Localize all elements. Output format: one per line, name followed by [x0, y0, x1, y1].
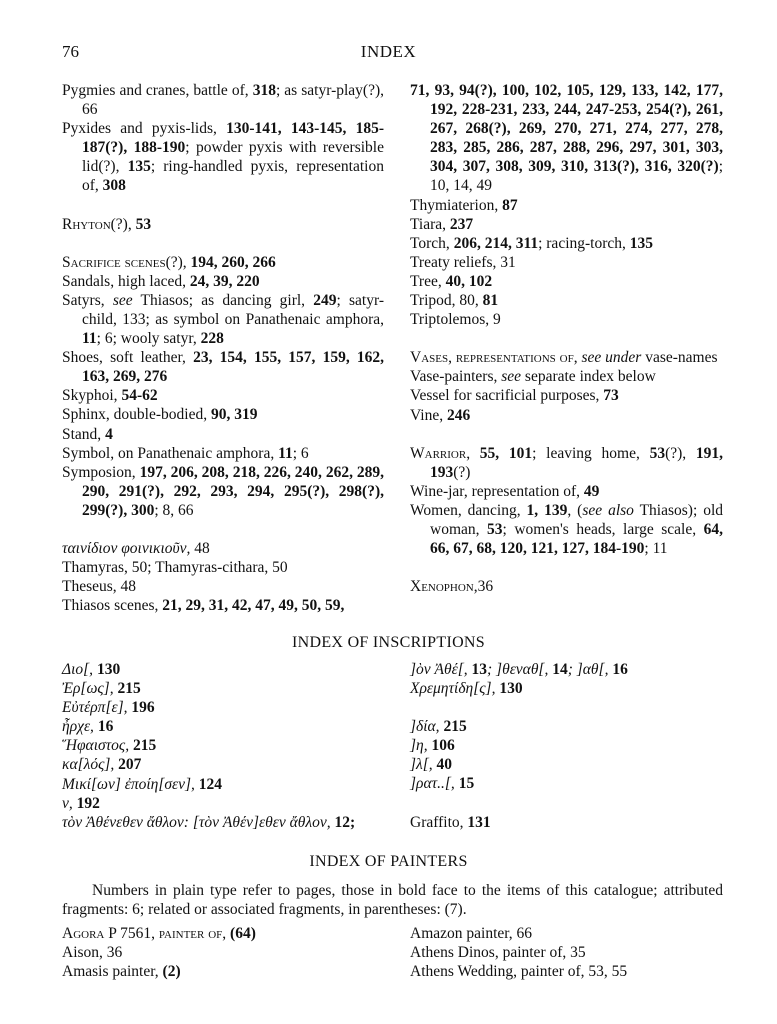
painters-left-column [62, 924, 384, 981]
index-entry [410, 253, 723, 272]
index-entry [410, 386, 723, 405]
index-entry [62, 215, 384, 234]
entry-heading: Women, dancing, [410, 501, 527, 519]
catalogue-number: 197, 206, 208, 218, 226, 240, 262, 289, 290, 291(?), 292, 293, 294, 295(?), 298(?), 299(?), 300 [82, 463, 385, 519]
inscription-entry [410, 813, 723, 832]
entry-heading: Warrior, [410, 444, 471, 462]
entry-heading: Torch, [410, 234, 454, 252]
index-entry [410, 501, 723, 558]
inscription-entry [410, 755, 723, 774]
entry-heading: Satyrs, [62, 291, 113, 309]
painter-entry [410, 924, 723, 943]
catalogue-number: 130 [499, 680, 523, 698]
index-entry [410, 406, 723, 425]
entry-heading: Thiasos scenes, [62, 597, 163, 615]
index-entry [410, 444, 723, 482]
catalogue-number: 124 [198, 775, 223, 793]
catalogue-number: 215 [117, 680, 141, 698]
entry-text: (?), [165, 253, 191, 271]
catalogue-number: 49 [583, 482, 600, 500]
entry-text: ; as satyr-play(?), 66 [82, 82, 384, 119]
catalogue-number: 135 [629, 234, 654, 252]
section-gap [410, 698, 723, 717]
index-entry [62, 463, 384, 520]
catalogue-number: 4 [105, 425, 113, 443]
inscription-text: ]ρατ..[, [410, 775, 459, 793]
inscription-text: Ἐρ[ως], [62, 680, 118, 698]
entry-heading: Tiara, [410, 215, 450, 233]
index-entry [410, 310, 723, 329]
inscription-text: Ἥφαιστος, [62, 737, 133, 755]
catalogue-number: 135 [127, 158, 151, 176]
inscription-text: ]λ[, [410, 756, 437, 774]
catalogue-number: 194, 260, 266 [190, 253, 276, 271]
index-entry [410, 367, 723, 386]
entry-heading: Vases, representations of, [410, 349, 578, 367]
inscription-entry [410, 736, 723, 755]
catalogue-number: 246 [446, 406, 471, 424]
italic-text: see also [582, 501, 634, 519]
index-entry [410, 348, 723, 367]
index-entry [410, 291, 723, 310]
entry-heading: Sphinx, double-bodied, [62, 406, 211, 424]
entry-text: 48 [194, 539, 210, 557]
entry-heading: Theseus, 48 [62, 578, 137, 596]
inscriptions-right-column [410, 660, 723, 832]
section-gap [410, 558, 723, 577]
inscription-text: ; ]θεναθ[, [487, 661, 553, 678]
entry-text: ; 6; wooly satyr, [96, 330, 201, 348]
index-entry [62, 272, 384, 291]
catalogue-number: 81 [482, 292, 499, 310]
entry-text: (?) [453, 463, 471, 481]
catalogue-number: 131 [467, 813, 491, 831]
catalogue-number: 40, 102 [445, 272, 493, 290]
painter-name: Athens Wedding, painter of, 53, 55 [410, 963, 628, 981]
entry-heading-greek: ταινίδιον φοινικιοῦν, [62, 539, 195, 557]
painter-entry [62, 962, 384, 981]
inscription-entry [410, 679, 723, 698]
inscription-entry [62, 813, 384, 832]
index-entry [62, 405, 384, 424]
catalogue-number: 16 [612, 661, 628, 678]
entry-text: ; 11 [644, 540, 668, 558]
entry-text: ; 6 [292, 444, 309, 462]
index-entry [62, 425, 384, 444]
entry-heading: Wine-jar, representation of, [410, 482, 584, 500]
inscription-entry [62, 794, 384, 813]
entry-text: Thiasos; as dancing girl, [132, 291, 314, 309]
catalogue-number: 192 [76, 794, 100, 812]
entry-text: vase-names [641, 349, 718, 367]
catalogue-number: 54-62 [121, 387, 158, 405]
catalogue-number: 11 [82, 330, 97, 348]
entry-text: ; powder pyxis with reversible lid(?), [82, 139, 384, 176]
index-entry [62, 119, 384, 195]
inscription-entry [62, 660, 384, 679]
index-entry [410, 215, 723, 234]
italic-text: see under [577, 349, 642, 367]
index-entry [410, 482, 723, 501]
painter-name: Aison, 36 [62, 944, 123, 962]
inscription-entry [62, 775, 384, 794]
entry-text: ; leaving home, [532, 444, 650, 462]
index-right-column [410, 81, 723, 596]
entry-text: ; racing-torch, [538, 234, 630, 252]
catalogue-number: 12; [334, 813, 356, 831]
entry-heading: Symposion, [62, 463, 140, 481]
painter-name: Athens Dinos, painter of, 35 [410, 944, 586, 962]
entry-heading: Pyxides and pyxis-lids, [62, 120, 227, 138]
entry-heading: Tripod, 80, [410, 292, 483, 310]
inscription-entry [62, 755, 384, 774]
inscription-entry [410, 717, 723, 736]
entry-heading: Treaty reliefs, 31 [410, 253, 516, 271]
index-entry [62, 596, 384, 615]
painter-name: Agora P 7561, painter of, [62, 925, 231, 942]
painters-right-column [410, 924, 723, 981]
inscription-entry [62, 736, 384, 755]
catalogue-number: 71, 93, 94(?), 100, 102, 105, 129, 133, 142, 177, 192, 228-231, 233, 244, 247-253, 254(?), 261, 267, 268(?), 269, 270, 271, 274, 277, 278, 283, 285, 286, 287, 288, 296, 297, 301, 303, 304, 307, 308, 309, 310, 313(?), 316, 320(?) [410, 82, 723, 176]
index-entry [62, 539, 384, 558]
entry-text: (?), [110, 215, 136, 233]
section-gap [62, 234, 384, 253]
italic-text: see [501, 368, 522, 386]
index-left-column [62, 81, 384, 615]
entry-heading: Triptolemos, 9 [410, 311, 501, 329]
catalogue-number: 90, 319 [210, 406, 258, 424]
entry-heading: Rhyton [62, 215, 111, 233]
italic-text: see [112, 291, 133, 309]
catalogue-number: 64, 66, 67, 68, 120, 121, 127, 184-190 [430, 520, 723, 558]
catalogue-number: 215 [443, 718, 467, 736]
inscription-text: ]δία, [410, 718, 444, 736]
painters-title: INDEX OF PAINTERS [309, 853, 468, 870]
entry-text: ; women's heads, large scale, [502, 520, 704, 538]
catalogue-number: 23, 154, 155, 157, 159, 162, 163, 269, 276 [82, 349, 384, 386]
catalogue-number: 207 [118, 756, 142, 774]
catalogue-number: 130-141, 143-145, 185-187(?), 188-190 [82, 120, 384, 157]
catalogue-number: 106 [431, 737, 455, 755]
inscription-text: τὸν Ἀθένεθεν ἄθλον: [τὸν Ἀθέν]εθεν ἄθλον, [62, 813, 335, 831]
section-gap [62, 196, 384, 215]
catalogue-number: 24, 39, 220 [189, 272, 260, 290]
painter-name: Amasis painter, [62, 963, 163, 981]
catalogue-number: 15 [458, 775, 475, 793]
entry-heading: Vase-painters, [410, 368, 502, 386]
index-entry [62, 253, 384, 272]
index-entry [62, 348, 384, 386]
page-title: INDEX [360, 42, 417, 61]
section-gap [410, 794, 723, 813]
entry-text: 36 [477, 578, 494, 596]
entry-heading: Xenophon, [410, 578, 478, 596]
painter-entry [62, 924, 384, 943]
entry-heading: Skyphoi, [62, 387, 122, 405]
index-entry [410, 196, 723, 215]
catalogue-number: 318 [252, 82, 276, 99]
inscriptions-left-column [62, 660, 384, 832]
entry-heading: Vine, [410, 406, 447, 424]
index-entry [410, 577, 723, 596]
entry-heading: Shoes, soft leather, [62, 349, 194, 367]
page-number: 76 [62, 42, 79, 61]
catalogue-number: 73 [603, 387, 619, 405]
catalogue-number: 16 [97, 718, 114, 736]
inscription-text: ]η, [410, 737, 432, 755]
entry-text: ; 8, 66 [154, 501, 194, 519]
inscription-text: Εὐτέρπ[ε], [62, 699, 132, 717]
catalogue-number: 55, 101 [470, 444, 533, 462]
entry-text: (?), [665, 444, 696, 462]
index-entry [410, 272, 723, 291]
painter-entry [410, 943, 723, 962]
painter-entry [62, 943, 384, 962]
catalogue-number: 53 [649, 444, 666, 462]
catalogue-number: 11 [278, 444, 293, 462]
index-entry [62, 444, 384, 463]
entry-heading: Tree, [410, 272, 446, 290]
inscription-entry [62, 698, 384, 717]
entry-text: , ( [567, 501, 583, 519]
entry-heading: Stand, [62, 425, 106, 443]
catalogue-number: 1, 139 [526, 501, 568, 519]
catalogue-number: 228 [200, 330, 224, 348]
section-gap [62, 520, 384, 539]
catalogue-number: 13 [471, 661, 488, 678]
catalogue-number: (64) [230, 925, 256, 942]
painters-note [62, 881, 723, 919]
painters-note-text: Numbers in plain type refer to pages, those in bold face to the items of this catalogue; attributed fragments: 6; related or associated fragments, in parentheses: (7). [62, 882, 723, 918]
catalogue-number: (2) [162, 963, 181, 981]
catalogue-number: 40 [436, 756, 453, 774]
entry-text: separate index below [521, 368, 656, 386]
index-entry [62, 386, 384, 405]
index-entry [62, 577, 384, 596]
inscription-text: ]ὸν Ἀθέ[, [410, 661, 472, 678]
inscription-text: ; ]αθ[, [567, 661, 613, 678]
inscription-entry [62, 679, 384, 698]
inscription-text: Διο[, [62, 661, 97, 678]
entry-heading: Thymiaterion, [410, 196, 503, 214]
catalogue-number: 21, 29, 31, 42, 47, 49, 50, 59, [162, 597, 345, 615]
entry-heading: Thamyras, 50; Thamyras-cithara, 50 [62, 559, 288, 577]
inscription-entry [62, 717, 384, 736]
catalogue-number: 196 [131, 699, 155, 717]
catalogue-number: 191, 193 [430, 444, 724, 481]
inscription-text: κα[λός], [62, 756, 119, 774]
painter-entry [410, 962, 723, 981]
section-gap [410, 329, 723, 348]
entry-heading: Pygmies and cranes, battle of, [62, 82, 253, 99]
catalogue-number: 215 [132, 737, 157, 755]
catalogue-number: 53 [487, 520, 503, 538]
catalogue-number: 308 [102, 177, 126, 195]
entry-heading: Sacrifice scenes [62, 253, 166, 271]
entry-text: ; ring-handled pyxis, representation of, [82, 158, 384, 195]
catalogue-number: 87 [502, 196, 518, 214]
index-entry [410, 234, 723, 253]
catalogue-number: 249 [313, 291, 337, 309]
index-entry [62, 291, 384, 348]
inscription-text: ν, [62, 794, 77, 812]
catalogue-number: 206, 214, 311 [453, 234, 539, 252]
catalogue-number: 53 [135, 215, 152, 233]
index-entry [62, 81, 384, 119]
inscription-text: Χρεμητίδη[ς], [410, 680, 500, 698]
inscription-text: Graffito, [410, 813, 468, 831]
catalogue-number: 14 [552, 661, 568, 678]
catalogue-number: 130 [96, 661, 121, 678]
entry-heading: Vessel for sacrificial purposes, [410, 387, 604, 405]
painter-name: Amazon painter, 66 [410, 925, 533, 942]
index-entry [410, 81, 723, 196]
entry-text: ; 10, 14, 49 [430, 158, 723, 195]
catalogue-number: 237 [449, 215, 474, 233]
entry-heading: Symbol, on Panathenaic amphora, [62, 444, 279, 462]
index-entry [62, 558, 384, 577]
inscription-entry [410, 660, 723, 679]
inscription-text: ἦρχε, [62, 718, 98, 736]
entry-text: ; satyr-child, 133; as symbol on Panathenaic amphora, [82, 291, 385, 328]
inscription-entry [410, 774, 723, 793]
inscriptions-title: INDEX OF INSCRIPTIONS [292, 634, 485, 651]
entry-text: Thiasos); old woman, [430, 501, 724, 538]
section-gap [410, 425, 723, 444]
entry-heading: Sandals, high laced, [62, 272, 190, 290]
inscription-text: Μικί[ων] ἐποίη[σεν], [62, 775, 199, 793]
